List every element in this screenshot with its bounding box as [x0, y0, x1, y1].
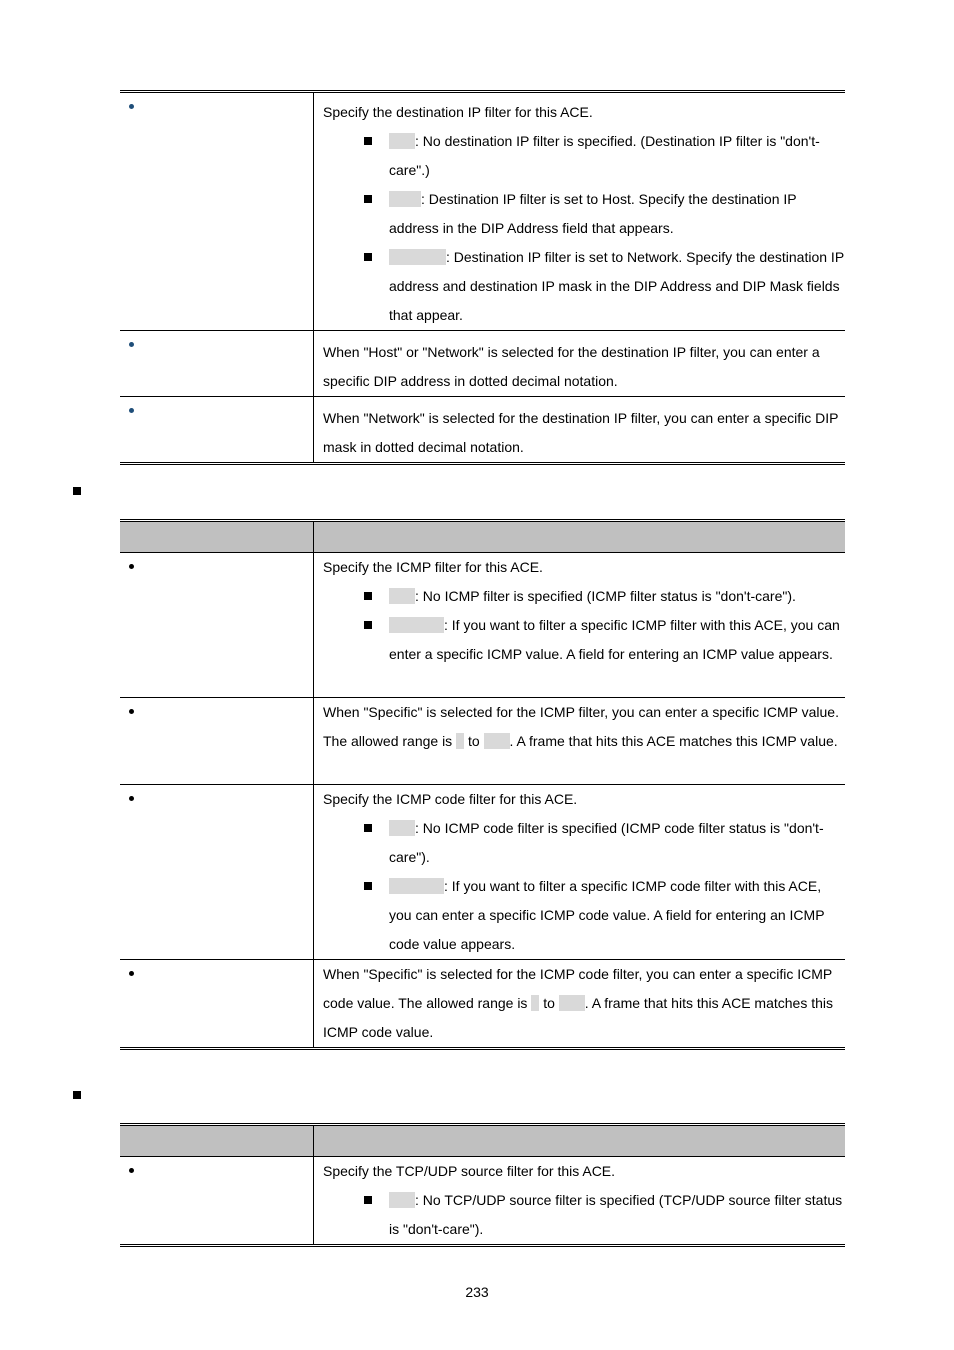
highlight-value — [389, 191, 421, 207]
range-max-highlight — [559, 995, 585, 1011]
square-bullet-icon — [364, 253, 372, 261]
square-bullet-icon — [364, 1196, 372, 1204]
list-item: : Destination IP filter is set to Host. Specify the destination IP address in the DIP Address field that appears. — [323, 185, 845, 243]
bullet-icon — [129, 796, 134, 801]
list-item: : No ICMP filter is specified (ICMP filter status is "don't-care"). — [323, 582, 845, 611]
section-bullet-icon — [73, 487, 81, 495]
highlight-value — [389, 249, 446, 265]
square-bullet-icon — [364, 621, 372, 629]
list-item: : No TCP/UDP source filter is specified (TCP/UDP source filter status is "don't-care"). — [323, 1186, 845, 1244]
highlight-value — [389, 588, 415, 604]
row-intro: Specify the destination IP filter for this ACE. — [323, 104, 593, 120]
list-item: : If you want to filter a specific ICMP code filter with this ACE, you can enter a specific ICMP code value. A field for entering an ICMP code value appears. — [323, 872, 845, 959]
row-text: When "Network" is selected for the destination IP filter, you can enter a specific DIP mask in dotted decimal notation. — [323, 410, 839, 455]
table-row — [120, 553, 845, 698]
square-bullet-icon — [364, 137, 372, 145]
icmp-table — [120, 519, 845, 1050]
tcp-udp-table — [120, 1123, 845, 1247]
table-header — [120, 521, 845, 553]
list-item: : Destination IP filter is set to Network. Specify the destination IP address and destination IP mask in the DIP Address and DIP Mask fields that appear. — [323, 243, 845, 330]
highlight-value — [389, 133, 415, 149]
bullet-icon — [129, 342, 134, 347]
row-text: When "Specific" is selected for the ICMP code filter, you can enter a specific ICMP code value. The allowed range is to . A frame that hits this ACE matches this ICMP code value. — [323, 966, 834, 1040]
table-header — [120, 1125, 845, 1157]
bullet-icon — [129, 564, 134, 569]
square-bullet-icon — [364, 882, 372, 890]
row-intro: Specify the ICMP filter for this ACE. — [323, 559, 543, 575]
range-max-highlight — [484, 733, 510, 749]
table-row — [120, 698, 845, 785]
bullet-icon — [129, 709, 134, 714]
list-item: : No ICMP code filter is specified (ICMP code filter status is "don't-care"). — [323, 814, 849, 872]
page-number: 233 — [465, 1284, 489, 1300]
destination-ip-table — [120, 90, 845, 465]
highlight-value — [389, 617, 444, 633]
bullet-icon — [129, 104, 134, 109]
square-bullet-icon — [364, 824, 372, 832]
bullet-icon — [129, 1168, 134, 1173]
highlight-value — [389, 1192, 415, 1208]
list-item: : No destination IP filter is specified. (Destination IP filter is "don't-care".) — [323, 127, 859, 185]
table-row — [120, 397, 845, 464]
table-row — [120, 785, 845, 960]
row-intro: Specify the ICMP code filter for this ACE. — [323, 791, 578, 807]
table-row — [120, 92, 845, 331]
square-bullet-icon — [364, 592, 372, 600]
table-row — [120, 331, 845, 397]
range-min-highlight — [456, 733, 464, 749]
square-bullet-icon — [364, 195, 372, 203]
highlight-value — [389, 878, 444, 894]
list-item: : If you want to filter a specific ICMP filter with this ACE, you can enter a specific ICMP value. A field for entering an ICMP value appears. — [323, 611, 845, 669]
table-row — [120, 960, 845, 1049]
bullet-icon — [129, 408, 134, 413]
table-row — [120, 1157, 845, 1246]
highlight-value — [389, 820, 415, 836]
row-intro: Specify the TCP/UDP source filter for this ACE. — [323, 1163, 616, 1179]
row-text: When "Host" or "Network" is selected for the destination IP filter, you can enter a specific DIP address in dotted decimal notation. — [323, 344, 820, 389]
section-bullet-icon — [73, 1091, 81, 1099]
row-text: When "Specific" is selected for the ICMP filter, you can enter a specific ICMP value. The allowed range is to . A frame that hits this ACE matches this ICMP value. — [323, 704, 839, 749]
bullet-icon — [129, 971, 134, 976]
